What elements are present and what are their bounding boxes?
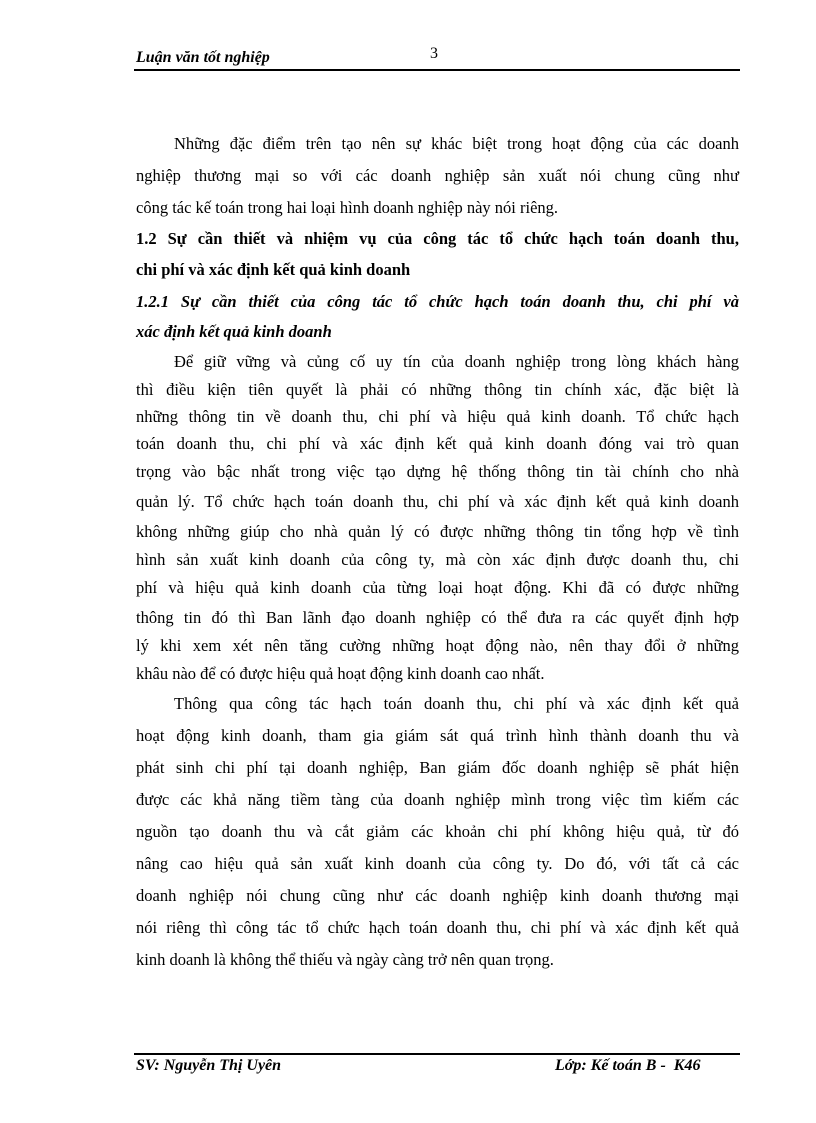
subsection-heading: xác định kết quả kinh doanh xyxy=(136,322,332,341)
intro-line: nghiệp thương mại so với các doanh nghiệp sản xuất nói chung cũng như xyxy=(136,166,739,185)
section-heading: 1.2 Sự cần thiết và nhiệm vụ của công tác tổ chức hạch toán doanh thu, xyxy=(136,229,739,248)
intro-line: công tác kế toán trong hai loại hình doanh nghiệp này nói riêng. xyxy=(136,198,559,217)
page-number: 3 xyxy=(430,45,438,62)
footer-class: Lớp: Kế toán B - K46 xyxy=(555,1057,701,1074)
paragraph-line: thông tin đó thì Ban lãnh đạo doanh nghiệp có thể đưa ra các quyết định hợp xyxy=(136,608,739,627)
paragraph-line: quản lý. Tổ chức hạch toán doanh thu, chi phí và xác định kết quả kinh doanh xyxy=(136,492,739,511)
paragraph-line: kinh doanh là không thể thiếu và ngày càng trở nên quan trọng. xyxy=(136,950,554,969)
paragraph-line: Thông qua công tác hạch toán doanh thu, chi phí và xác định kết quả xyxy=(174,694,739,713)
paragraph-line: phát sinh chi phí tại doanh nghiệp, Ban giám đốc doanh nghiệp sẽ phát hiện xyxy=(136,758,739,777)
subsection-heading: 1.2.1 Sự cần thiết của công tác tổ chức hạch toán doanh thu, chi phí và xyxy=(136,292,739,311)
paragraph-line: nguồn tạo doanh thu và cắt giảm các khoản chi phí không hiệu quả, từ đó xyxy=(136,822,739,841)
intro-line: Những đặc điểm trên tạo nên sự khác biệt trong hoạt động của các doanh xyxy=(174,134,739,153)
paragraph-line: phí và hiệu quả kinh doanh của từng loại hoạt động. Khi đã có được những xyxy=(136,578,739,597)
paragraph-line: Để giữ vững và củng cố uy tín của doanh nghiệp trong lòng khách hàng xyxy=(174,352,739,371)
paragraph-line: lý khi xem xét nên tăng cường những hoạt động nào, nên thay đổi ở những xyxy=(136,636,739,655)
paragraph-line: nâng cao hiệu quả sản xuất kinh doanh của công ty. Do đó, với tất cả các xyxy=(136,854,739,873)
paragraph-line: hình sản xuất kinh doanh của công ty, mà còn xác định được doanh thu, chi xyxy=(136,550,739,569)
paragraph-line: không những giúp cho nhà quản lý có được những thông tin tổng hợp về tình xyxy=(136,522,739,541)
paragraph-line: được các khả năng tiềm tàng của doanh nghiệp mình trong việc tìm kiếm các xyxy=(136,790,739,809)
section-heading: chi phí và xác định kết quả kinh doanh xyxy=(136,260,411,279)
header-title: Luận văn tốt nghiệp xyxy=(136,49,270,66)
paragraph-line: hoạt động kinh doanh, tham gia giám sát quá trình hình thành doanh thu và xyxy=(136,726,739,745)
paragraph-line: nói riêng thì công tác tổ chức hạch toán doanh thu, chi phí và xác định kết quả xyxy=(136,918,739,937)
paragraph-line: những thông tin về doanh thu, chi phí và hiệu quả kinh doanh. Tổ chức hạch xyxy=(136,407,739,426)
header-rule xyxy=(134,69,740,71)
paragraph-line: thì điều kiện tiên quyết là phải có những thông tin chính xác, đặc biệt là xyxy=(136,380,739,399)
paragraph-line: trọng vào bậc nhất trong việc tạo dựng hệ thống thông tin tài chính cho nhà xyxy=(136,462,739,481)
paragraph-line: khâu nào để có được hiệu quả hoạt động kinh doanh cao nhất. xyxy=(136,664,545,683)
footer-student: SV: Nguyễn Thị Uyên xyxy=(136,1057,282,1074)
paragraph-line: toán doanh thu, chi phí và xác định kết quả kinh doanh đóng vai trò quan xyxy=(136,434,739,453)
footer-rule xyxy=(134,1053,740,1055)
paragraph-line: doanh nghiệp nói chung cũng như các doanh nghiệp kinh doanh thương mại xyxy=(136,886,739,905)
